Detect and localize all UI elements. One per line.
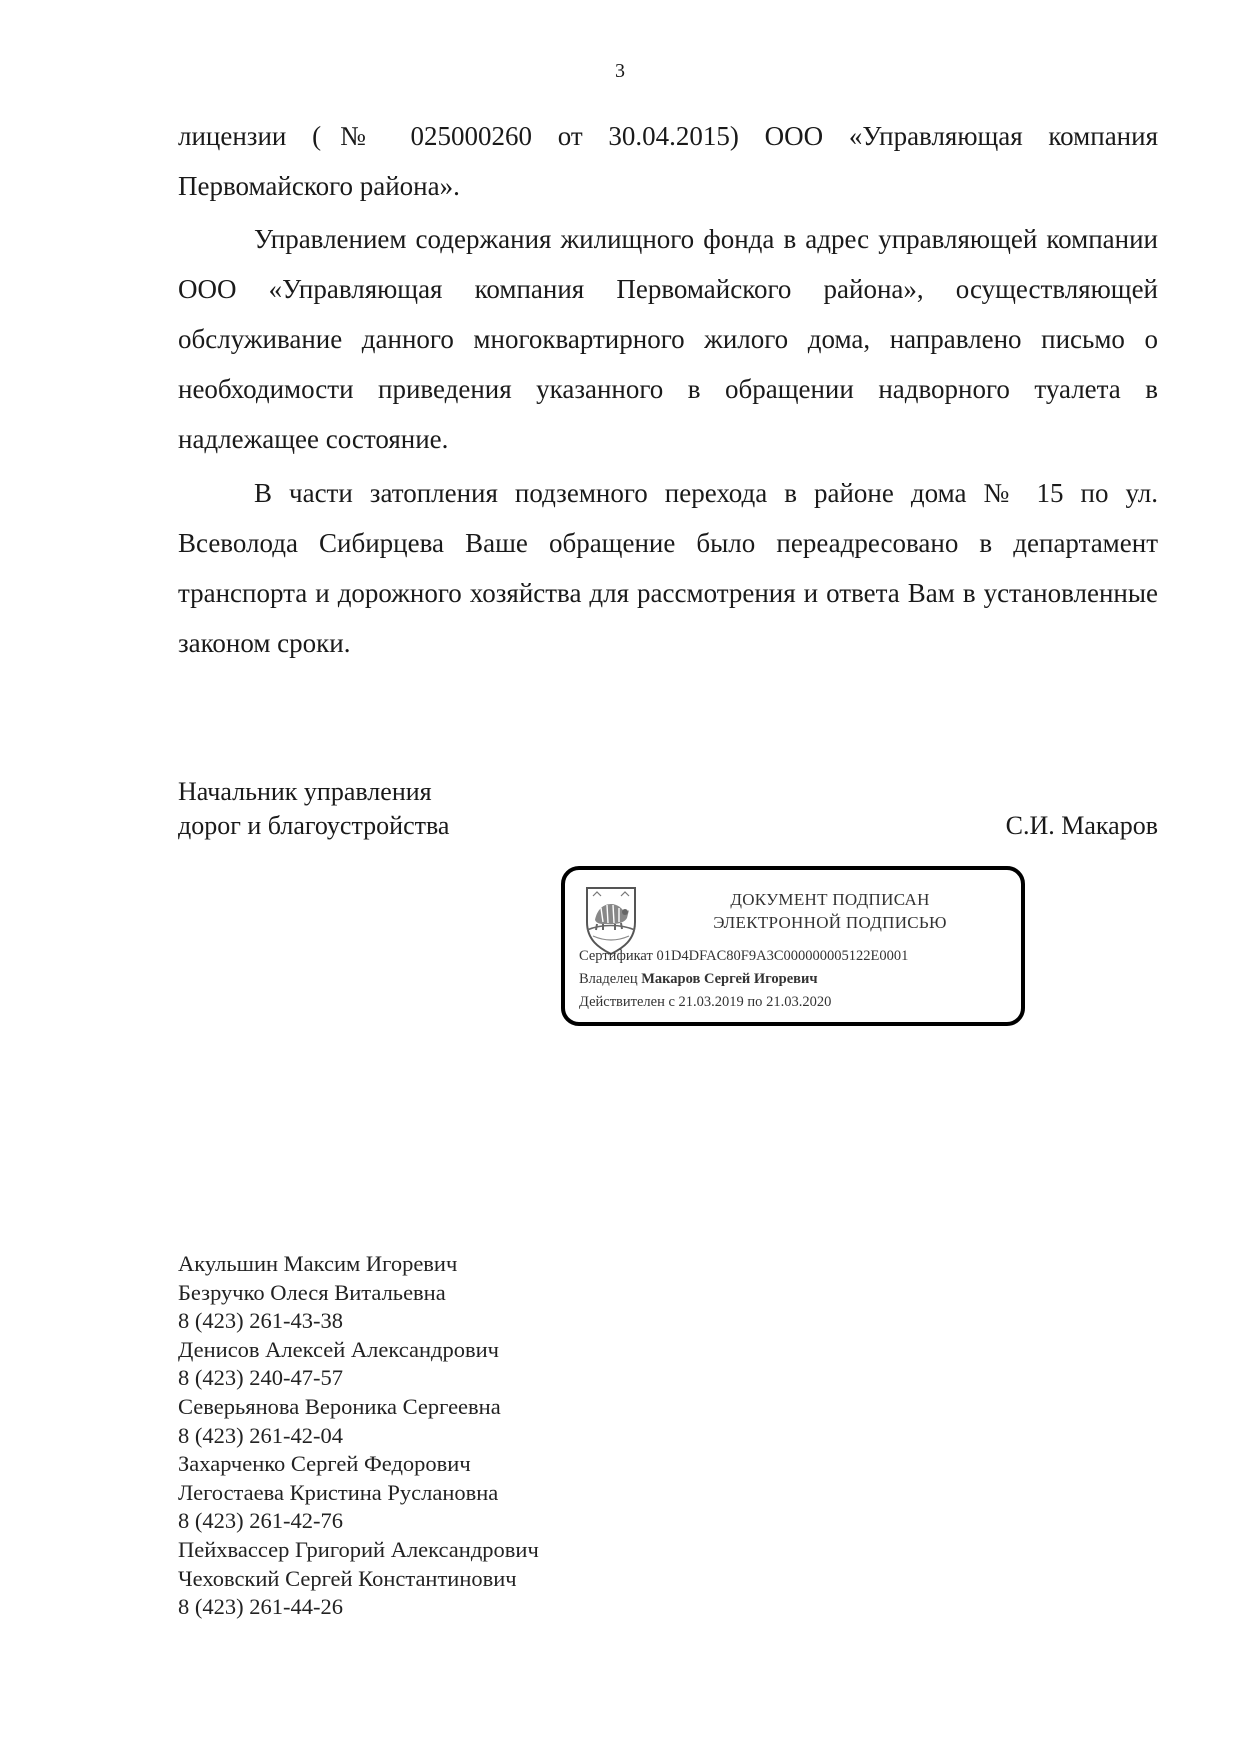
coat-of-arms-tiger-icon <box>583 884 639 956</box>
contact-line: Чеховский Сергей Константинович <box>178 1565 517 1591</box>
stamp-heading <box>649 888 1011 934</box>
stamp-valid-to-label: по <box>747 994 763 1010</box>
contact-line: Захарченко Сергей Федорович <box>178 1451 471 1477</box>
contact-line: Северьянова Вероника Сергеевна <box>178 1393 501 1419</box>
contact-line: Легостаева Кристина Руслановна <box>178 1479 499 1505</box>
stamp-owner-label: Владелец <box>579 971 638 987</box>
paragraph-license: лицензии (№ 025000260 от 30.04.2015) ООО «Управляющая компания Первомайского района». <box>178 121 1158 201</box>
paragraph-underpass-flooding: В части затопления подземного перехода в районе дома № 15 по ул. Всеволода Сибирцева Ваше обращение было переадресовано в департамент транспорта и дорожного хозяйства для рассмотрения и ответа Вам в установленные законом сроки. <box>178 478 1158 658</box>
contact-line: 8 (423) 261-44-26 <box>178 1594 343 1620</box>
contact-line: Денисов Алексей Александрович <box>178 1336 499 1362</box>
signatory-name: С.И. Макаров <box>1005 811 1158 840</box>
stamp-certificate <box>579 948 908 965</box>
stamp-certificate-label: Сертификат <box>579 948 653 964</box>
stamp-valid-from-label: Действителен с <box>579 994 675 1010</box>
stamp-validity <box>579 994 831 1011</box>
stamp-certificate-value: 01D4DFAC80F9A3C000000005122E0001 <box>656 948 909 964</box>
contact-line: 8 (423) 261-42-76 <box>178 1508 343 1534</box>
contact-line: Безручко Олеся Витальевна <box>178 1279 446 1305</box>
paragraph-housing-management: Управлением содержания жилищного фонда в адрес управляющей компании ООО «Управляющая компания Первомайского района», осуществляющей обслуживание данного многоквартирного жилого дома, направлено письмо о необходимости приведения указанного в обращении надворного туалета в надлежащее состояние. <box>178 224 1158 454</box>
stamp-owner-value: Макаров Сергей Игоревич <box>641 971 818 987</box>
contact-line: 8 (423) 261-43-38 <box>178 1308 343 1334</box>
contact-line: 8 (423) 261-42-04 <box>178 1422 343 1448</box>
stamp-heading-line1: ДОКУМЕНТ ПОДПИСАН <box>730 890 930 909</box>
signature-title-line2: дорог и благоустройства <box>178 811 450 840</box>
electronic-signature-stamp <box>561 866 1025 1026</box>
signature-block <box>178 775 1158 843</box>
page-number: 3 <box>615 60 625 82</box>
contact-line: Пейхвассер Григорий Александрович <box>178 1536 539 1562</box>
stamp-owner <box>579 971 818 988</box>
stamp-heading-line2: ЭЛЕКТРОННОЙ ПОДПИСЬЮ <box>713 913 947 932</box>
contacts-list <box>178 1250 539 1622</box>
contact-line: 8 (423) 240-47-57 <box>178 1365 343 1391</box>
stamp-valid-from: 21.03.2019 <box>678 994 744 1010</box>
stamp-valid-to: 21.03.2020 <box>766 994 832 1010</box>
contact-line: Акульшин Максим Игоревич <box>178 1251 458 1276</box>
signature-title-line1: Начальник управления <box>178 777 432 806</box>
